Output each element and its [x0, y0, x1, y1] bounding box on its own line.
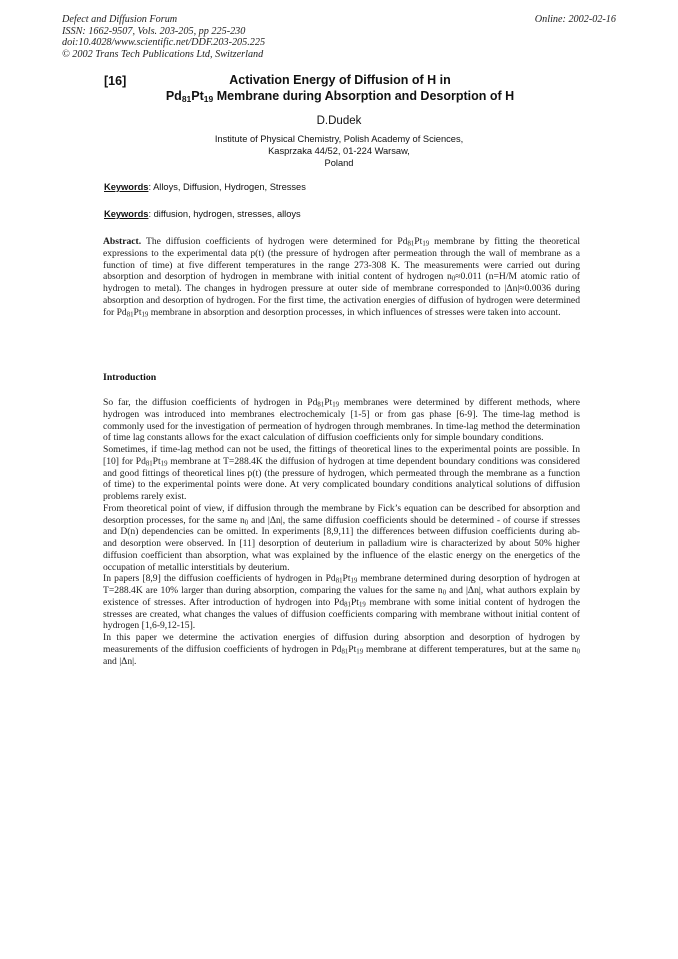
reference-number: [16]	[104, 74, 127, 88]
paragraph	[103, 503, 580, 574]
paragraph-text: and |Δn|, the same diffusion coefficients should be determined - of course if stresses and D(n) dependencies can be omitted. In experiments [8,9,11] the differences between diffusion coefficients during ab- and desorption were observed. In [11] desorption of deuterium in palladium wire is characterized by about 50% higher diffusion coefficient than absorption, what was explained by the influence of the elastic energy on the energetics of the occupation of metallic interstitials by deuterium.	[103, 514, 580, 573]
subscript: 81	[126, 311, 134, 318]
title-line-1: Activation Energy of Diffusion of H in	[229, 73, 451, 87]
subscript: 19	[160, 460, 168, 468]
paragraph-text: Pt	[342, 573, 351, 585]
paragraph	[103, 397, 580, 444]
paragraph-text: In this paper we determine the activation energies of diffusion during absorption and desorption of hydrogen by measurements of the diffusion coefficients of hydrogen in Pd	[103, 632, 580, 655]
title-line-2	[130, 88, 550, 104]
paragraph-text: Pt	[348, 643, 357, 655]
keywords-label: Keywords	[104, 209, 149, 219]
paragraph	[103, 444, 580, 503]
subscript: 19	[332, 401, 340, 409]
issn-line: ISSN: 1662-9507, Vols. 203-205, pp 225-230	[62, 25, 246, 37]
paragraph-text: From theoretical point of view, if diffusion through the membrane by Fick’s equation can be described for absorption and desorption processes, for the same n	[103, 502, 580, 526]
abstract-text: membrane in absorption and desorption processes, in which influences of stresses were taken into account.	[148, 306, 561, 318]
keywords-label: Keywords	[104, 182, 149, 192]
subscript: 0	[576, 648, 581, 656]
subscript: 81	[341, 648, 349, 656]
paragraph-text: membrane with some initial content of hydrogen the stresses are created, what changes the values of diffusion coefficients comparing with membrane without initial content of hydrogen [1,6-9,12-15].	[103, 596, 580, 632]
doi-link[interactable]: doi:10.4028/www.scientific.net/DDF.203-205.225	[62, 37, 266, 49]
keywords-list: : diffusion, hydrogen, stresses, alloys	[148, 209, 301, 219]
journal-header	[62, 14, 265, 60]
title-pd-sub: 81	[181, 94, 192, 104]
paragraph	[103, 573, 580, 632]
title-pt: Pt	[191, 89, 204, 103]
affiliation-line-3: Poland	[324, 157, 354, 168]
paragraph-text: In papers [8,9] the diffusion coefficients of hydrogen in Pd	[103, 573, 336, 585]
paragraph-text: membrane at T=288.4K the diffusion of hydrogen at time dependent boundary conditions was considered and good fittings of theoretical lines p(t) (the pressure of hydrogen, which permeated through the membrane as a function of time) to the experimental points were done. At very complicated boundary conditions analytical solutions of diffusion problems rarely exist.	[103, 455, 580, 502]
abstract-text: Pt	[133, 306, 142, 318]
paragraph-text: membranes were determined by different methods, where hydrogen was introduced into membranes electrochemicaly [1-5] or from gas phase [6-9]. The time-lag method is commonly used for the investigation of permeation of hydrogen through membranes. In time-lag method the determination of time lag constants allows for the exact calculation of diffusion coefficients only for simple boundary conditions.	[103, 397, 580, 444]
paragraph-text: So far, the diffusion coefficients of hydrogen in Pd	[103, 397, 318, 408]
affiliation-line-1: Institute of Physical Chemistry, Polish Academy of Sciences,	[214, 134, 464, 144]
affiliation-line-2: Kasprzaka 44/52, 01-224 Warsaw,	[268, 145, 410, 156]
subscript: 19	[141, 311, 149, 318]
subscript: 81	[145, 460, 153, 468]
keywords-list: : Alloys, Diffusion, Hydrogen, Stresses	[148, 182, 306, 192]
subscript: 19	[358, 601, 366, 609]
subscript: 19	[350, 577, 358, 585]
paragraph	[103, 632, 580, 667]
keywords-secondary	[104, 209, 301, 219]
paragraph-text: and |Δn|, what authors explain by existence of stresses. After introduction of hydrogen into Pd	[103, 585, 581, 608]
subscript: 0	[442, 589, 447, 597]
subscript: 0	[244, 519, 249, 526]
paragraph-text: Pt	[350, 596, 359, 608]
author-name: D.Dudek	[316, 115, 362, 127]
paragraph-text: and |Δn|.	[103, 655, 137, 667]
online-date: Online: 2002-02-16	[534, 14, 616, 25]
title-pt-sub: 19	[203, 94, 214, 104]
abstract-text: The diffusion coefficients of hydrogen were determined for Pd	[141, 236, 408, 247]
subscript: 19	[422, 240, 430, 248]
abstract-text: ≈0.011 (n=H/M atomic ratio of hydrogen to metal). The changes in hydrogen pressure at outer side of membrane corresponded to |Δn|≈0.0036 during absorption and desorption of hydrogen. For the first time, the activation energies of diffusion of hydrogen were determined for Pd	[103, 271, 581, 318]
paragraph-text: Pt	[152, 455, 161, 467]
subscript: 19	[356, 648, 364, 656]
paragraph-text: Sometimes, if time-lag method can not be used, the fittings of theoretical lines to the experimental points are possible. In [10] for Pd	[103, 444, 580, 467]
title-line-2-rest: Membrane during Absorption and Desorption of H	[213, 89, 515, 103]
introduction-body	[103, 397, 580, 667]
keywords-primary	[104, 182, 306, 192]
subscript: 81	[317, 401, 325, 409]
affiliation	[0, 134, 678, 169]
copyright-line: © 2002 Trans Tech Publications Ltd, Switzerland	[62, 48, 264, 60]
section-heading-introduction: Introduction	[103, 372, 157, 383]
subscript: 81	[335, 577, 343, 585]
abstract-text: Pt	[414, 236, 423, 247]
paragraph-text: membrane determined during desorption of hydrogen at T=288.4K are 10% larger than during absorption, comparing the values for the same n	[103, 573, 580, 596]
subscript: 0	[451, 275, 456, 283]
abstract-text: membrane by fitting the theoretical expressions to the experimental data p(t) (the pressure of hydrogen after permeation through the wall of membrane as a function of time) at five different temperatures in the range 273-308 K. The measurements were carried out during absorption and desorption of hydrogen in membrane with initial content of hydrogen n	[103, 236, 580, 283]
abstract	[103, 236, 580, 318]
subscript: 81	[407, 240, 415, 248]
paragraph-text: membrane at different temperatures, but at the same n	[363, 643, 577, 655]
subscript: 81	[344, 601, 351, 609]
paper-title	[130, 72, 550, 104]
abstract-lead: Abstract.	[103, 236, 142, 247]
paragraph-text: Pt	[324, 397, 333, 408]
title-pd: Pd	[165, 89, 182, 103]
journal-name: Defect and Diffusion Forum	[62, 14, 178, 25]
